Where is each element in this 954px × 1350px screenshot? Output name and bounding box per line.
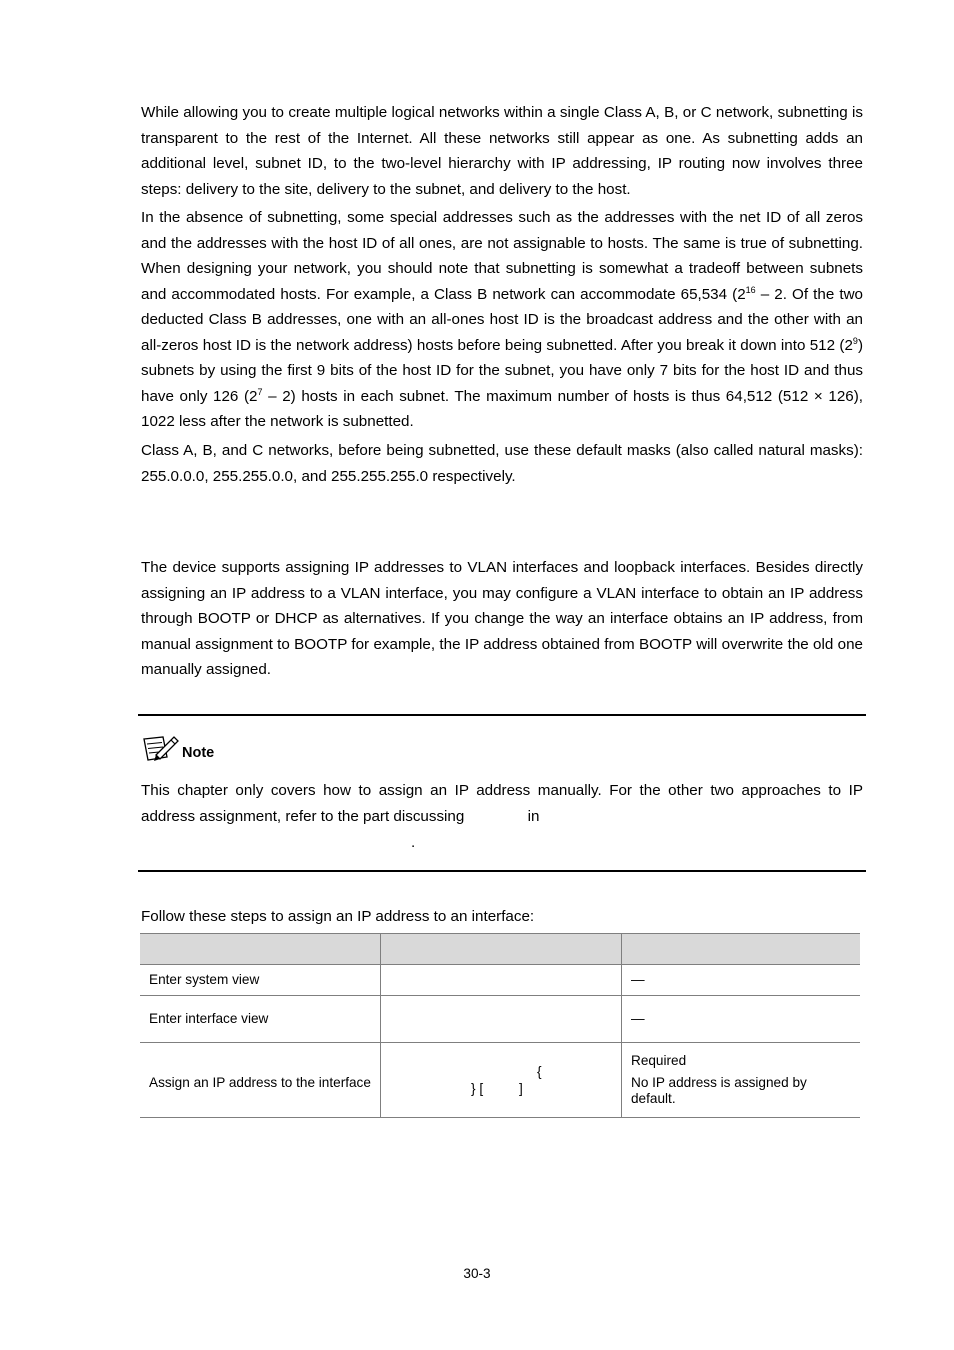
step-cell: Assign an IP address to the interface (140, 1043, 381, 1118)
text-run: In the absence of subnetting, some special addresses such as the addresses with the net ID of all zeros and the addresses with the host ID of all ones, are not assignable to hosts. The same is true of subnetting. When designing your network, you should note that subnetting is somewhat a tradeoff between subnets and accommodated hosts. For example, a Class B network can accommodate 65,534 (2 (141, 209, 863, 303)
page-number: 30-3 (463, 1266, 491, 1281)
remarks-cell (622, 1043, 861, 1118)
superscript: 9 (852, 335, 858, 346)
command-cell (381, 965, 622, 996)
command-fragment: ] (519, 1081, 523, 1096)
note-trailing-dot: . (411, 834, 416, 851)
step-cell: Enter system view (140, 965, 381, 996)
text-run: – 2) hosts in each subnet. The maximum number of hosts is thus 64,512 (512 × 126), 1022 less after the network is subnetted. (141, 387, 863, 430)
note-label: Note (182, 745, 215, 761)
note-top-rule (138, 714, 866, 716)
remarks-cell: — (622, 996, 861, 1043)
paragraph-subnetting-intro: While allowing you to create multiple logical networks within a single Class A, B, or C network, subnetting is transparent to the rest of the Internet. All these networks still appear as one. As subnetting adds an additional level, subnet ID, to the two-level hierarchy with IP addressing, IP routing now involves three steps: delivery to the site, delivery to the subnet, and delivery to the host. (141, 104, 863, 198)
paragraph-ip-assignment: The device supports assigning IP addresses to VLAN interfaces and loopback interfaces. Besides directly assigning an IP address to a VLAN interface, you may configure a VLAN interface to obtain an IP address through BOOTP or DHCP as alternatives. If you change the way an interface obtains an IP address, from manual assignment to BOOTP for example, the IP address obtained from BOOTP will overwrite the old one manually assigned. (141, 559, 863, 678)
command-cell (381, 996, 622, 1043)
remarks-line: No IP address is assigned by default. (631, 1075, 807, 1106)
note-pencil-icon (141, 733, 181, 763)
remarks-line: Required (631, 1053, 687, 1068)
header-cell-remarks (622, 934, 861, 965)
table-row (140, 965, 860, 996)
superscript: 16 (745, 284, 756, 295)
header-cell-command (381, 934, 622, 965)
text-run: ) subnets by using the first 9 bits of the host ID for the subnet, you have only 7 bits for the host ID and thus have only 126 (2 (141, 336, 863, 405)
note-text-run: in (527, 807, 540, 825)
paragraph-default-masks: Class A, B, and C networks, before being subnetted, use these default masks (also called natural masks): 255.0.0.0, 255.255.0.0, and 255.255.255.0 respectively. (141, 442, 863, 485)
command-cell (381, 1043, 622, 1118)
table-row (140, 996, 860, 1043)
note-text (141, 778, 863, 829)
command-fragment: } [ (471, 1081, 484, 1096)
config-steps-table (140, 933, 860, 1118)
note-bottom-rule (138, 870, 866, 872)
table-row (140, 1043, 860, 1118)
command-fragment: { (537, 1064, 542, 1079)
remarks-cell: — (622, 965, 861, 996)
steps-intro: Follow these steps to assign an IP address to an interface: (141, 908, 535, 925)
superscript: 7 (257, 386, 263, 397)
text-run: – 2. Of the two deducted Class B addresses, one with an all-ones host ID is the broadcast address and the other with an all-zeros host ID is the network address) hosts before being subnetted. After you break it down into 512 (2 (141, 285, 863, 354)
step-cell: Enter interface view (140, 996, 381, 1043)
header-cell-operation (140, 934, 381, 965)
note-text-run: This chapter only covers how to assign an IP address manually. For the other two approaches to IP address assignment, refer to the part discussing (141, 782, 863, 825)
paragraph-subnetting-tradeoff (141, 205, 863, 435)
table-header-row (140, 934, 860, 965)
